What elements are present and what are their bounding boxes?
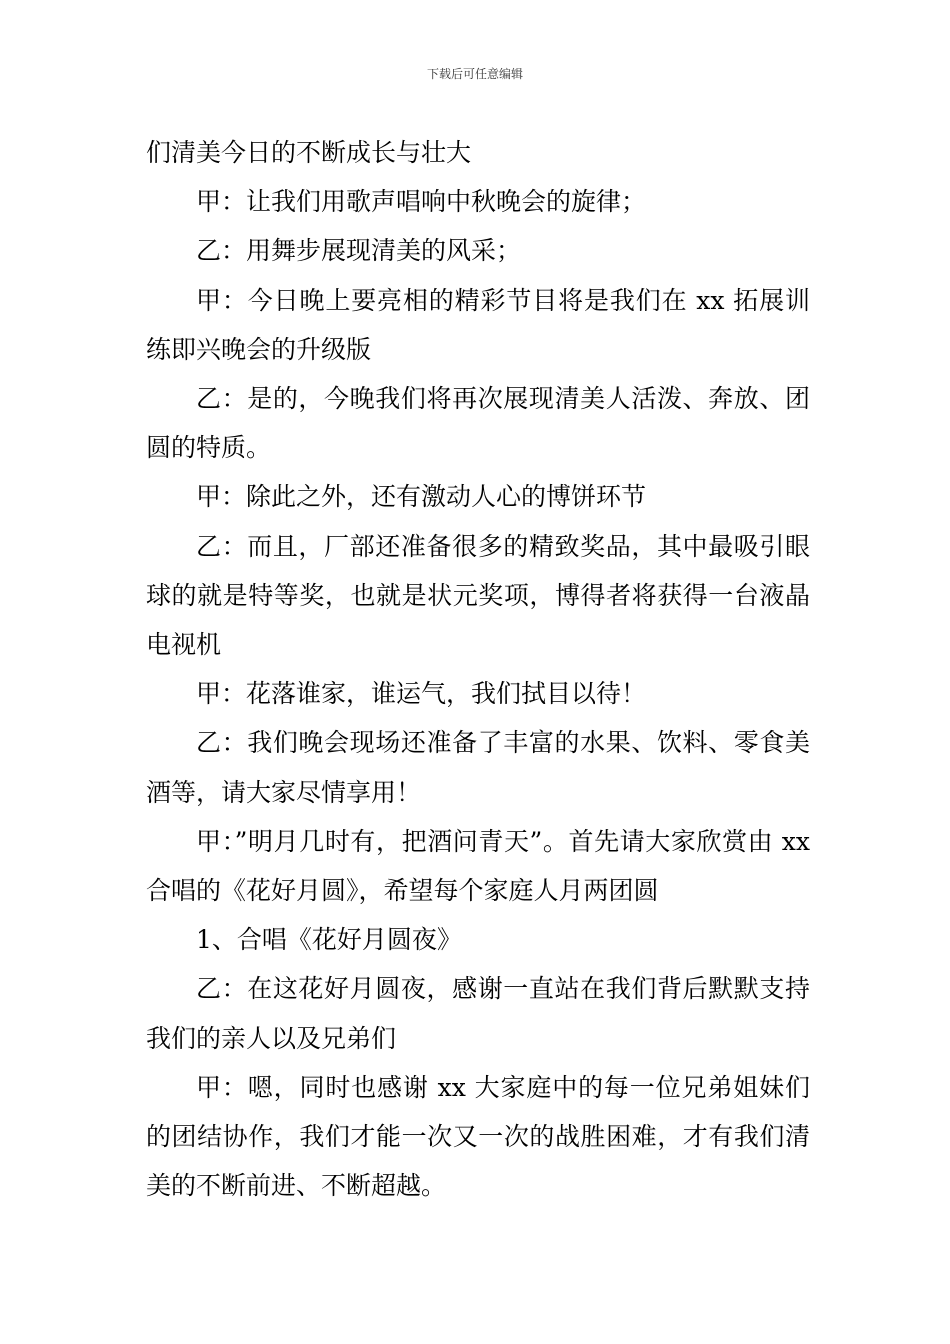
paragraph: 乙：用舞步展现清美的风采； (196, 236, 522, 266)
page-header-note: 下载后可任意编辑 (426, 67, 523, 81)
paragraph: 甲：”明月几时有，把酒问青天”。首先请大家欣赏由 xx 合唱的《花好月圆》，希望每个家庭人月两团圆 (146, 826, 810, 906)
paragraph: 乙：而且，厂部还准备很多的精致奖品，其中最吸引眼球的就是特等奖，也就是状元奖项，博得者将获得一台液晶电视机 (146, 531, 810, 660)
document-body (146, 128, 810, 1210)
paragraph: 甲：花落谁家，谁运气，我们拭目以待！ (196, 679, 647, 709)
paragraph: 1、合唱《花好月圆夜》 (196, 925, 462, 955)
paragraph: 甲：除此之外，还有激动人心的博饼环节 (196, 482, 647, 512)
paragraph: 甲：嗯，同时也感谢 xx 大家庭中的每一位兄弟姐妹们的团结协作，我们才能一次又一次的战胜困难，才有我们清美的不断前进、不断超越。 (146, 1072, 810, 1201)
paragraph: 乙：在这花好月圆夜，感谢一直站在我们背后默默支持我们的亲人以及兄弟们 (146, 974, 810, 1053)
paragraph: 甲：让我们用歌声唱响中秋晚会的旋律； (196, 187, 647, 217)
paragraph: 甲：今日晚上要亮相的精彩节目将是我们在 xx 拓展训练即兴晚会的升级版 (146, 285, 810, 364)
paragraph: 乙：我们晚会现场还准备了丰富的水果、饮料、零食美酒等，请大家尽情享用！ (146, 728, 810, 807)
paragraph: 们清美今日的不断成长与壮大 (146, 138, 472, 167)
paragraph: 乙：是的，今晚我们将再次展现清美人活泼、奔放、团圆的特质。 (146, 384, 810, 463)
